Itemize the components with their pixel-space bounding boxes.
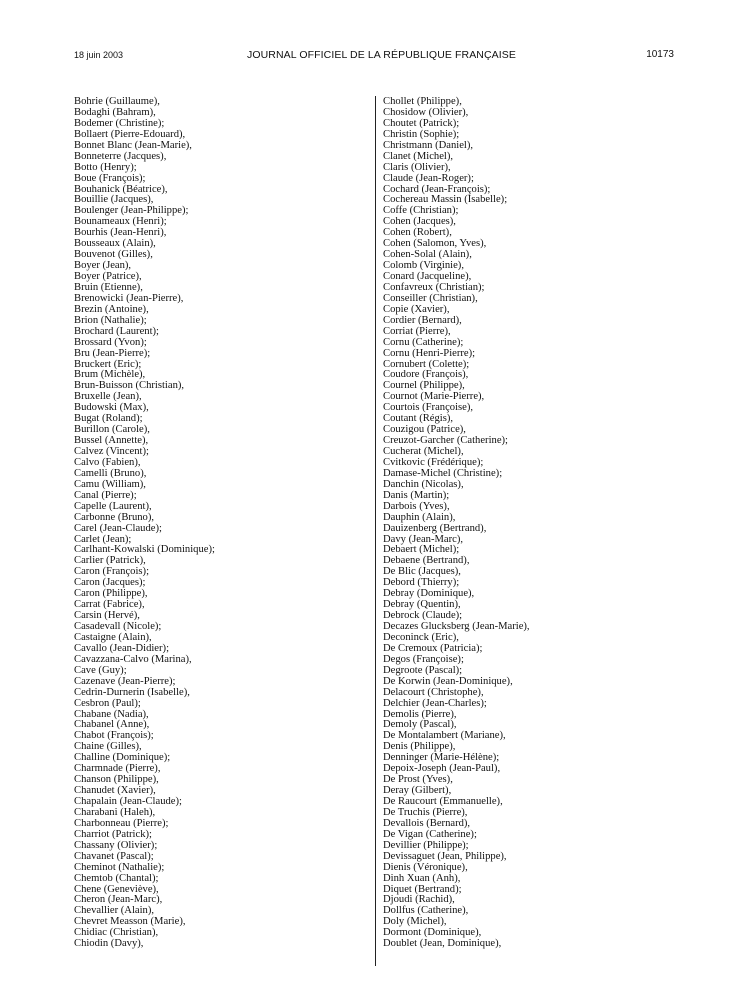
list-item: Cedrin-Durnerin (Isabelle), [74,686,190,698]
list-item: Christmann (Daniel), [383,139,474,151]
list-item: Carlier (Patrick), [74,555,146,567]
list-item: Demolis (Pierre), [383,708,457,720]
list-item: Caron (François); [74,566,150,578]
list-item: Chene (Geneviève), [74,883,159,895]
list-item: Caron (Philippe), [74,588,148,600]
list-item: Chavanet (Pascal); [74,850,154,862]
list-item: Cheron (Jean-Marc), [74,894,163,906]
list-item: Botto (Henry); [74,161,137,173]
list-item: Conseiller (Christian), [383,292,478,304]
list-item: Chiodin (Davy), [74,938,144,950]
list-item: Denninger (Marie-Hélène); [383,752,500,764]
list-item: Devissaguet (Jean, Philippe), [383,850,507,862]
list-item: Bouvenot (Gilles), [74,249,153,261]
list-item: Capelle (Laurent), [74,500,152,512]
list-item: Coudore (François), [383,369,469,381]
list-item: Carlhant-Kowalski (Dominique); [74,544,215,556]
list-item: Clanet (Michel), [383,150,454,162]
list-item: Degroote (Pascal); [383,664,463,676]
column-divider [375,96,376,966]
list-item: Deray (Gilbert), [383,785,452,797]
list-item: Delchier (Jean-Charles); [383,697,487,709]
list-item: Decazes Glucksberg (Jean-Marie), [383,621,530,632]
list-item: Boyer (Jean), [74,260,132,272]
list-item: Caron (Jacques); [74,577,146,589]
list-item: Dinh Xuan (Anh), [383,872,461,884]
list-item: Debaert (Michel); [383,544,460,556]
list-item: Coutant (Régis), [383,413,454,425]
list-item: Dienis (Véronique), [383,861,468,873]
list-item: Bruckert (Eric); [74,358,142,370]
list-item: Cochereau Massin (Isabelle); [383,194,508,206]
list-item: Chabot (François); [74,730,154,742]
list-item: Dauphin (Alain), [383,511,456,523]
list-item: Carsin (Hervé), [74,610,140,622]
list-item: Cohen (Salomon, Yves), [383,238,487,250]
list-item: Debray (Dominique), [383,588,475,600]
list-item: Copie (Xavier), [383,303,450,315]
list-item: De Raucourt (Emmanuelle), [383,796,503,807]
list-item: Debord (Thierry); [383,577,460,589]
list-item: Chollet (Philippe), [383,96,462,107]
list-item: Boyer (Patrice), [74,271,142,282]
list-item: Camu (William), [74,478,146,490]
list-item: Doly (Michel), [383,916,447,928]
list-item: De Korwin (Jean-Dominique), [383,675,513,687]
list-item: Brun-Buisson (Christian), [74,380,185,392]
list-item: Davy (Jean-Marc), [383,533,464,545]
list-item: De Cremoux (Patricia); [383,642,483,654]
list-item: Bussel (Annette), [74,435,149,447]
list-item: Canal (Pierre); [74,489,137,501]
list-item: Bugat (Roland); [74,413,143,425]
list-item: Calvez (Vincent); [74,446,149,457]
list-item: Castaigne (Alain), [74,631,152,643]
list-item: Carrat (Fabrice), [74,599,145,611]
journal-title: JOURNAL OFFICIEL DE LA RÉPUBLIQUE FRANÇAISE [247,49,516,61]
list-item: Bourhis (Jean-Henri), [74,227,167,239]
name-list-right-column [383,97,683,950]
list-item: Demoly (Pascal), [383,719,457,731]
list-item: Carel (Jean-Claude); [74,522,162,534]
list-item: Delacourt (Christophe), [383,686,484,698]
page-header [0,46,748,64]
list-item: Brum (Michèle), [74,369,146,381]
list-item: Cazenave (Jean-Pierre); [74,675,176,687]
list-item: Cornu (Catherine); [383,336,464,348]
list-item: Boue (François); [74,172,146,184]
list-item: Danis (Martin); [383,489,450,501]
list-item: Bruin (Etienne), [74,281,143,293]
list-item: Dollfus (Catherine), [383,905,469,917]
list-item: Damase-Michel (Christine); [383,467,503,479]
list-item: Cohen-Solal (Alain), [383,249,472,261]
list-item: Chaine (Gilles), [74,741,142,753]
list-item: Cohen (Jacques), [383,216,456,228]
list-item: Chanudet (Xavier), [74,785,156,797]
list-item: Cohen (Robert), [383,227,452,239]
list-item: Danchin (Nicolas), [383,478,464,490]
list-item: Claris (Olivier), [383,161,451,173]
list-item: Cavazzana-Calvo (Marina), [74,653,192,665]
list-item: Cucherat (Michel), [383,446,464,457]
list-item: Deconinck (Eric), [383,631,459,643]
list-item: Bohrie (Guillaume), [74,96,160,107]
list-item: Carlet (Jean); [74,533,132,545]
page-number: 10173 [646,49,674,60]
list-item: Cvitkovic (Frédérique); [383,456,484,468]
list-item: Conard (Jacqueline), [383,271,472,282]
list-item: Debrock (Claude); [383,610,463,622]
list-item: Brossard (Yvon); [74,336,147,348]
list-item: Charbonneau (Pierre); [74,817,169,829]
list-item: Burillon (Carole), [74,424,150,436]
list-item: Devallois (Bernard), [383,817,471,829]
list-item: Depoix-Joseph (Jean-Paul), [383,763,501,775]
list-item: Denis (Philippe), [383,741,456,753]
list-item: Dauizenberg (Bertrand), [383,522,487,534]
list-item: Brezin (Antoine), [74,303,149,315]
list-item: Cournel (Philippe), [383,380,465,392]
list-item: Choutet (Patrick); [383,117,460,129]
list-item: Creuzot-Garcher (Catherine); [383,435,508,447]
list-item: Bounameaux (Henri); [74,216,167,228]
list-item: Chabane (Nadia), [74,708,149,720]
list-item: Bouillie (Jacques), [74,194,154,206]
list-item: Degos (Françoise); [383,653,464,665]
list-item: Cave (Guy); [74,664,127,676]
list-item: Bollaert (Pierre-Edouard), [74,128,186,140]
list-item: Colomb (Virginie), [383,260,464,272]
list-item: Debaene (Bertrand), [383,555,470,567]
list-item: Chabanel (Anne), [74,719,150,731]
list-item: Cheminot (Nathalie); [74,861,165,873]
header-date: 18 juin 2003 [74,50,124,60]
list-item: Diquet (Bertrand); [383,883,462,895]
list-item: Brochard (Laurent); [74,325,160,337]
list-item: De Montalambert (Mariane), [383,730,506,742]
list-item: Coffe (Christian); [383,205,459,217]
list-item: Charabani (Haleh), [74,806,156,818]
list-item: Chanson (Philippe), [74,774,159,786]
name-list-left-column [74,97,364,950]
list-item: Charriot (Patrick); [74,828,152,840]
list-item: Brion (Nathalie); [74,314,147,326]
list-item: Cornu (Henri-Pierre); [383,347,476,359]
list-item: Chevret Measson (Marie), [74,916,186,928]
list-item: Challine (Dominique); [74,752,171,764]
list-item: Brenowicki (Jean-Pierre), [74,292,184,304]
list-item: Casadevall (Nicole); [74,621,162,632]
list-item: Budowski (Max), [74,402,149,414]
list-item: Cornubert (Colette); [383,358,470,370]
list-item: Claude (Jean-Roger); [383,172,474,184]
list-item: Bru (Jean-Pierre); [74,347,151,359]
list-item: Chidiac (Christian), [74,927,159,939]
list-item: De Blic (Jacques), [383,566,461,578]
list-item: Doublet (Jean, Dominique), [383,938,502,950]
list-item: Bonnet Blanc (Jean-Marie), [74,139,192,151]
list-item: Chemtob (Chantal); [74,872,159,884]
list-item: Chevallier (Alain), [74,905,155,917]
list-item: Djoudi (Rachid), [383,894,455,906]
list-item: Couzigou (Patrice), [383,424,466,436]
list-item: Christin (Sophie); [383,128,460,140]
list-item: Calvo (Fabien), [74,456,141,468]
list-item: Cesbron (Paul); [74,697,141,709]
list-item: Cournot (Marie-Pierre), [383,391,485,403]
list-item: De Truchis (Pierre), [383,806,468,818]
list-item: Camelli (Bruno), [74,467,147,479]
list-item: Darbois (Yves), [383,500,450,512]
list-item: Confavreux (Christian); [383,281,485,293]
list-item: Bousseaux (Alain), [74,238,156,250]
list-item: Bonneterre (Jacques), [74,150,167,162]
list-item: Cavallo (Jean-Didier); [74,642,170,654]
list-item: Dormont (Dominique), [383,927,482,939]
list-item: De Prost (Yves), [383,774,453,786]
list-item: Boulenger (Jean-Philippe); [74,205,189,217]
list-item: Chapalain (Jean-Claude); [74,796,182,807]
list-item: Cordier (Bernard), [383,314,462,326]
list-item: Bouhanick (Béatrice), [74,183,168,195]
list-item: Debray (Quentin), [383,599,461,611]
list-item: Chosidow (Olivier), [383,106,469,118]
list-item: Bruxelle (Jean), [74,391,142,403]
list-item: De Vigan (Catherine); [383,828,477,840]
list-item: Corriat (Pierre), [383,325,451,337]
list-item: Charmnade (Pierre), [74,763,161,775]
list-item: Cochard (Jean-François); [383,183,491,195]
list-item: Bodaghi (Bahram), [74,106,156,118]
list-item: Carbonne (Bruno), [74,511,155,523]
list-item: Devillier (Philippe); [383,839,469,851]
list-item: Chassany (Olivier); [74,839,158,851]
list-item: Courtois (Françoise), [383,402,474,414]
list-item: Bodemer (Christine); [74,117,165,129]
